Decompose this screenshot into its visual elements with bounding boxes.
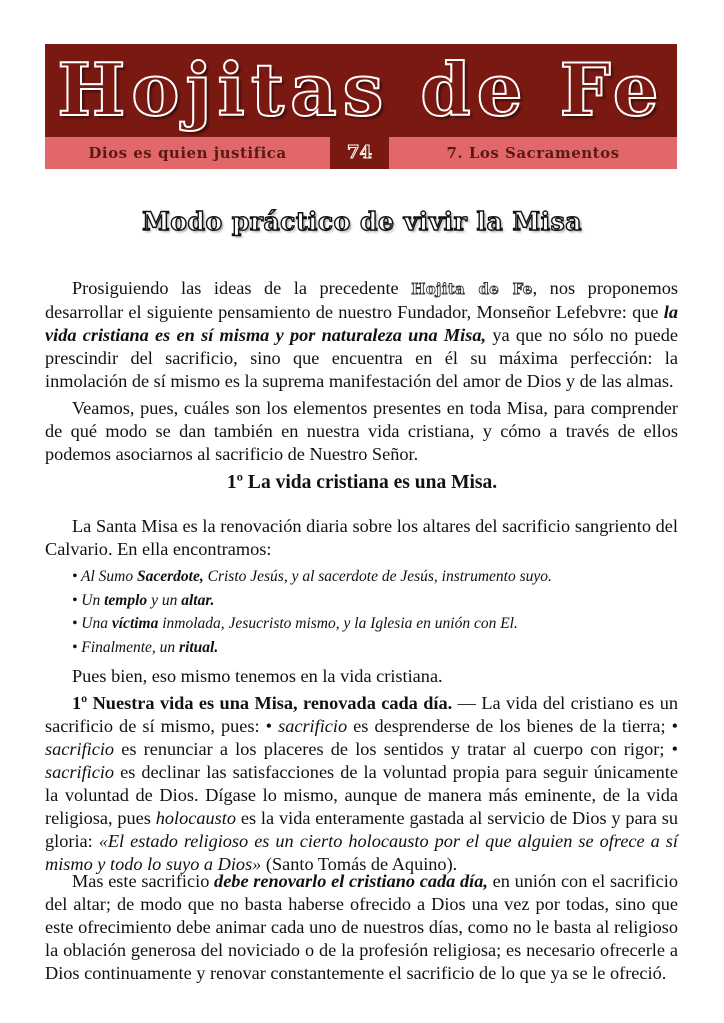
text-run: • Una <box>72 615 112 632</box>
text-run: ya que no sólo no puede prescindir del sacrificio, sino que encuentra en él su máxima perfección: la inmolación de sí mismo es la suprema manifestación del amor de Dios y de las almas. <box>45 325 678 391</box>
italic-term: sacrificio <box>45 739 115 759</box>
list-item <box>72 637 692 660</box>
list-item <box>72 566 692 589</box>
section-paragraph-4 <box>45 870 678 985</box>
text-run: es renunciar a los placeres de los sentidos y tratar al cuerpo con rigor; • <box>114 739 678 759</box>
issue-number: 74 <box>330 137 389 169</box>
masthead-banner <box>45 44 677 169</box>
section-paragraph-3 <box>45 692 678 876</box>
subsection-heading: 1º Nuestra vida es una Misa, renovada cada día. <box>72 693 453 713</box>
publication-title: Hojitas de Fe <box>57 47 665 132</box>
inline-brand-name: Hojita de Fe <box>411 280 533 298</box>
series-section: 7. Los Sacramentos <box>446 144 620 162</box>
quotation: «El estado religioso es un cierto holocausto por el que alguien se ofrece a sí mismo y todo lo suyo a Dios» <box>45 831 678 874</box>
text-run: , nos proponemos desarrollar el siguiente pensamiento de nuestro Fundador, Monseñor Lefebvre: que <box>45 278 678 322</box>
text-run: — La vida del cristiano es un sacrificio de sí mismo, pues: • <box>45 693 678 736</box>
list-item <box>72 590 692 613</box>
text-run: inmolada, Jesucristo mismo, y la Iglesia en unión con El. <box>158 615 518 632</box>
text-run: Cristo Jesús, y al sacerdote de Jesús, instrumento suyo. <box>203 568 552 585</box>
mass-elements-list <box>72 566 692 660</box>
text-run: Mas este sacrificio <box>72 871 215 891</box>
intro-paragraph-1 <box>45 277 678 393</box>
italic-term: sacrificio <box>278 716 348 736</box>
text-run: y un <box>147 591 182 609</box>
text-run: • Al Sumo <box>72 568 137 585</box>
bold-term: víctima <box>111 615 159 632</box>
page-title: Modo práctico de vivir la Misa <box>142 207 582 236</box>
series-tagline: Dios es quien justifica <box>88 144 287 162</box>
text-run: • Finalmente, un <box>72 638 180 656</box>
section-paragraph-2 <box>45 665 678 688</box>
bold-term: altar. <box>181 591 215 609</box>
paragraph-text: Pues bien, eso mismo tenemos en la vida cristiana. <box>72 666 443 686</box>
bold-term: Sacerdote, <box>137 568 204 585</box>
text-run: es declinar las satisfacciones de la voluntad propia para seguir únicamente la voluntad de Dios. Dígase lo mismo, aunque de manera más eminente, de la vida religiosa, pues <box>45 762 678 828</box>
masthead-strip <box>45 137 677 169</box>
paragraph-text: La Santa Misa es la renovación diaria sobre los altares del sacrificio sangriento del Calvario. En ella encontramos: <box>45 516 678 559</box>
emphasis-text: debe renovarlo el cristiano cada día, <box>214 871 488 891</box>
section-paragraph-1 <box>45 515 678 561</box>
text-run: en unión con el sacrificio del altar; de modo que no basta haberse ofrecido a Dios una vez por todas, sino que este ofrecimiento debe animar cada uno de nuestros días, como no le basta al religioso la oblación generosa del noviciado o de la profesión religiosa; es necesario ofrecerle a Dios continuamente y renovar constantemente el sacrificio de lo que ya se le ofreció. <box>45 871 678 983</box>
text-run: Prosiguiendo las ideas de la precedente <box>72 278 412 298</box>
section-heading: 1º La vida cristiana es una Misa. <box>226 472 498 493</box>
italic-term: holocausto <box>155 808 236 828</box>
citation: (Santo Tomás de Aquino). <box>261 854 458 874</box>
text-run: es desprenderse de los bienes de la tierra; • <box>347 716 678 736</box>
text-run: • Un <box>72 591 105 609</box>
intro-paragraph-2 <box>45 397 678 466</box>
italic-term: sacrificio <box>45 762 115 782</box>
list-item <box>72 613 692 636</box>
emphasis-text: la vida cristiana es en sí misma y por naturaleza una Misa, <box>45 302 678 345</box>
paragraph-text: Veamos, pues, cuáles son los elementos presentes en toda Misa, para comprender de qué modo se dan también en nuestra vida cristiana, y cómo a través de ellos podemos asociarnos al sacrificio de Nuestro Señor. <box>45 398 678 464</box>
bold-term: ritual. <box>179 638 219 656</box>
text-run: es la vida enteramente gastada al servicio de Dios y para su gloria: <box>45 808 678 851</box>
bold-term: templo <box>104 591 148 609</box>
